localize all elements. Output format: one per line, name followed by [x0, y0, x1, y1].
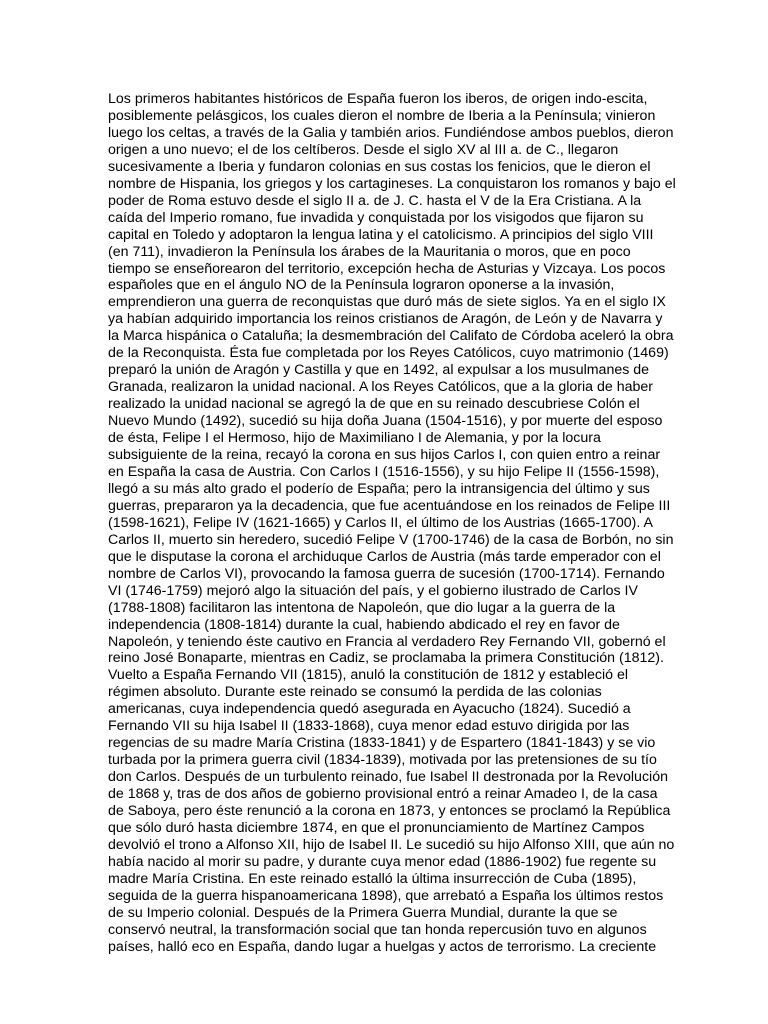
text-line: poder de Roma estuvo desde el siglo II a. de J. C. hasta el V de la Era Cristiana. A la	[108, 192, 642, 209]
text-line: caída del Imperio romano, fue invadida y conquistada por los visigodos que fijaron su	[108, 209, 644, 226]
text-line: de la Reconquista. Ésta fue completada por los Reyes Católicos, cuyo matrimonio (1469)	[108, 345, 669, 362]
text-line: conservó neutral, la transformación social que tan honda repercusión tuvo en algunos	[108, 921, 647, 938]
text-line: luego los celtas, a través de la Galia y también arios. Fundiéndose ambos pueblos, dieron	[108, 124, 674, 141]
text-line: subsiguiente de la reina, recayó la corona en sus hijos Carlos I, con quien entro a reinar	[108, 447, 661, 464]
text-line: (en 711), invadieron la Península los árabes de la Mauritania o moros, que en poco	[108, 243, 631, 260]
text-line: Carlos II, muerto sin heredero, sucedió Felipe V (1700-1746) de la casa de Borbón, no sin	[108, 531, 674, 548]
text-line: reino José Bonaparte, mientras en Cadiz, se proclamaba la primera Constitución (1812).	[108, 650, 664, 667]
text-line: preparó la unión de Aragón y Castilla y que en 1492, al expulsar a los musulmanes de	[108, 362, 650, 379]
text-line: emprendieron una guerra de reconquistas que duró más de siete siglos. Ya en el siglo IX	[108, 294, 666, 311]
text-line: VI (1746-1759) mejoró algo la situación del país, y el gobierno ilustrado de Carlos IV	[108, 582, 638, 599]
text-line: que sólo duró hasta diciembre 1874, en que el pronunciamiento de Martínez Campos	[108, 819, 645, 836]
text-line: guerras, prepararon ya la decadencia, que fue acentuándose en los reinados de Felipe III	[108, 497, 671, 514]
text-line: en España la casa de Austria. Con Carlos I (1516-1556), y su hijo Felipe II (1556-1598),	[108, 463, 660, 480]
text-line: que le disputase la corona el archiduque Carlos de Austria (más tarde emperador con el	[108, 548, 661, 565]
text-line: españoles que en el ángulo NO de la Península lograron oponerse a la invasión,	[108, 277, 615, 294]
text-line: Los primeros habitantes históricos de España fueron los iberos, de origen indo-escita,	[108, 91, 648, 107]
text-line: don Carlos. Después de un turbulento reinado, fue Isabel II destronada por la Revolución	[108, 769, 668, 786]
text-line: tiempo se enseñorearon del territorio, excepción hecha de Asturias y Vizcaya. Los pocos	[108, 260, 666, 277]
text-line: (1598-1621), Felipe IV (1621-1665) y Carlos II, el último de los Austrias (1665-1700). A	[108, 514, 653, 531]
text-line: ya habían adquirido importancia los reinos cristianos de Aragón, de León y de Navarra y	[108, 311, 663, 328]
text-line: americanas, cuya independencia quedó asegurada en Ayacucho (1824). Sucedió a	[108, 701, 631, 718]
text-line: había nacido al morir su padre, y durante cuya menor edad (1886-1902) fue regente su	[108, 853, 657, 870]
text-line: independencia (1808-1814) durante la cual, habiendo abdicado el rey en favor de	[108, 616, 620, 633]
text-line: devolvió el trono a Alfonso XII, hijo de Isabel II. Le sucedió su hijo Alfonso XIII, que aún no	[108, 836, 675, 853]
body-paragraph	[108, 91, 676, 956]
text-line: realizado la unidad nacional se agregó la de que en su reinado descubriese Colón el	[108, 396, 640, 413]
text-line: regencias de su madre María Cristina (1833-1841) y de Espartero (1841-1843) y se vio	[108, 735, 656, 752]
text-line: Napoleón, y teniendo éste cautivo en Francia al verdadero Rey Fernando VII, gobernó el	[108, 633, 666, 650]
text-line: sucesivamente a Iberia y fundaron colonias en sus costas los fenicios, que le dieron el	[108, 158, 651, 175]
text-line: de su Imperio colonial. Después de la Primera Guerra Mundial, durante la que se	[108, 904, 618, 921]
text-line: países, halló eco en España, dando lugar a huelgas y actos de terrorismo. La creciente	[108, 938, 657, 955]
text-line: capital en Toledo y adoptaron la lengua latina y el catolicismo. A principios del siglo VIII	[108, 226, 654, 243]
text-line: nombre de Carlos VI), provocando la famosa guerra de sucesión (1700-1714). Fernando	[108, 565, 665, 582]
text-line: nombre de Hispania, los griegos y los cartagineses. La conquistaron los romanos y bajo el	[108, 175, 676, 192]
text-line: turbada por la primera guerra civil (1834-1839), motivada por las pretensiones de su tío	[108, 752, 657, 769]
text-line: posiblemente pelásgicos, los cuales dieron el nombre de Iberia a la Península; vinieron	[108, 107, 656, 124]
text-line: de ésta, Felipe I el Hermoso, hijo de Maximiliano I de Alemania, y por la locura	[108, 430, 601, 447]
text-line: de Saboya, pero éste renunció a la corona en 1873, y entonces se proclamó la República	[108, 803, 671, 820]
text-line: Nuevo Mundo (1492), sucedió su hija doña Juana (1504-1516), y por muerte del esposo	[108, 413, 663, 430]
text-line: (1788-1808) facilitaron las intentona de Napoleón, que dio lugar a la guerra de la	[108, 599, 616, 616]
text-line: origen a uno nuevo; el de los celtíberos. Desde el siglo XV al III a. de C., llegaron	[108, 141, 619, 158]
text-line: madre María Cristina. En este reinado estalló la última insurrección de Cuba (1895),	[108, 870, 637, 887]
text-line: la Marca hispánica o Cataluña; la desmembración del Califato de Córdoba aceleró la obra	[108, 328, 674, 345]
text-line: de 1868 y, tras de dos años de gobierno provisional entró a reinar Amadeo I, de la casa	[108, 786, 658, 803]
text-line: Granada, realizaron la unidad nacional. A los Reyes Católicos, que a la gloria de haber	[108, 379, 653, 396]
text-line: régimen absoluto. Durante este reinado se consumó la perdida de las colonias	[108, 684, 602, 701]
text-line: llegó a su más alto grado el poderío de España; pero la intransigencia del último y sus	[108, 480, 650, 497]
text-line: Vuelto a España Fernando VII (1815), anuló la constitución de 1812 y estableció el	[108, 667, 629, 684]
text-line: seguida de la guerra hispanoamericana 1898), que arrebató a España los últimos restos	[108, 887, 664, 904]
text-line: Fernando VII su hija Isabel II (1833-1868), cuya menor edad estuvo dirigida por las	[108, 718, 630, 735]
